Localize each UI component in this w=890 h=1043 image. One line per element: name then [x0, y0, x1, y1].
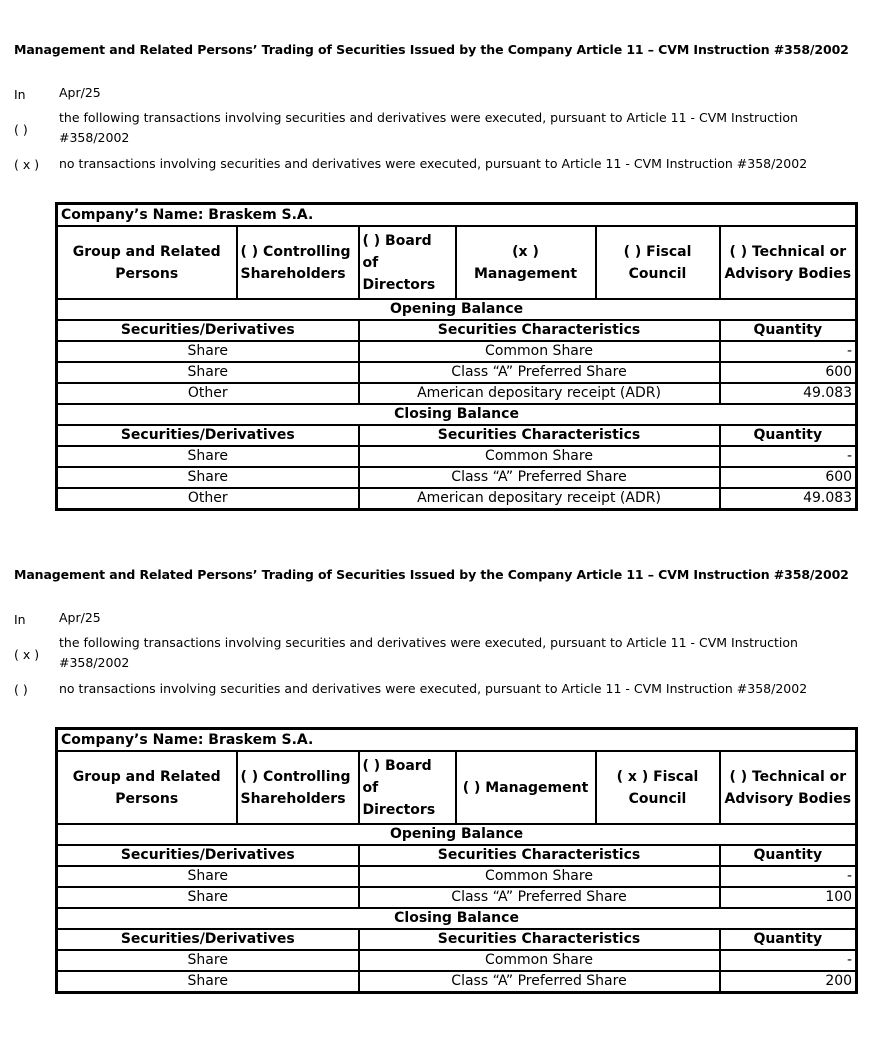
security-cell: Other: [57, 488, 359, 510]
option-executed-checkbox: ( ): [14, 122, 28, 137]
period: Apr/25: [59, 610, 101, 625]
quantity-cell: 600: [720, 362, 857, 383]
holdings-table: [55, 727, 858, 994]
table-row: [57, 341, 857, 362]
controlling-shareholders-header: ( ) Controlling Shareholders: [237, 226, 359, 299]
col-characteristics-header: Securities Characteristics: [359, 845, 720, 866]
in-label: In: [14, 87, 26, 102]
management-header: (x ) Management: [456, 226, 596, 299]
closing-balance-title: Closing Balance: [57, 404, 857, 425]
controlling-shareholders-header: ( ) Controlling Shareholders: [237, 751, 359, 824]
col-quantity-header: Quantity: [720, 929, 857, 950]
opening-balance-title: Opening Balance: [57, 299, 857, 320]
col-characteristics-header: Securities Characteristics: [359, 929, 720, 950]
characteristic-cell: Class “A” Preferred Share: [359, 467, 720, 488]
quantity-cell: 200: [720, 971, 857, 993]
table-row: [57, 467, 857, 488]
col-characteristics-header: Securities Characteristics: [359, 425, 720, 446]
option-executed-checkbox: ( x ): [14, 647, 40, 662]
col-securities-header: Securities/Derivatives: [57, 425, 359, 446]
table-row: [57, 383, 857, 404]
board-of-directors-header: ( ) Board of Directors: [359, 226, 456, 299]
board-of-directors-header: ( ) Board of Directors: [359, 751, 456, 824]
col-characteristics-header: Securities Characteristics: [359, 320, 720, 341]
report-title: Management and Related Persons’ Trading of Securities Issued by the Company Article 11 – CVM Instruction #358/2002: [14, 567, 849, 582]
opening-balance-title: Opening Balance: [57, 824, 857, 845]
characteristic-cell: Common Share: [359, 950, 720, 971]
security-cell: Share: [57, 446, 359, 467]
option-executed-text: the following transactions involving securities and derivatives were executed, pursuant to Article 11 - CVM Instruction #358/2002: [59, 635, 798, 670]
option-executed-text: the following transactions involving securities and derivatives were executed, pursuant to Article 11 - CVM Instruction #358/2002: [59, 110, 798, 145]
col-securities-header: Securities/Derivatives: [57, 320, 359, 341]
security-cell: Share: [57, 887, 359, 908]
option-none-checkbox: ( ): [14, 682, 28, 697]
table-row: [57, 488, 857, 510]
security-cell: Share: [57, 950, 359, 971]
table-row: [57, 971, 857, 993]
management-header: ( ) Management: [456, 751, 596, 824]
characteristic-cell: Class “A” Preferred Share: [359, 362, 720, 383]
fiscal-council-header: ( x ) Fiscal Council: [596, 751, 720, 824]
in-label: In: [14, 612, 26, 627]
characteristic-cell: Common Share: [359, 341, 720, 362]
security-cell: Share: [57, 341, 359, 362]
characteristic-cell: Class “A” Preferred Share: [359, 971, 720, 993]
quantity-cell: 49.083: [720, 488, 857, 510]
table-row: [57, 362, 857, 383]
report-title: Management and Related Persons’ Trading of Securities Issued by the Company Article 11 – CVM Instruction #358/2002: [14, 42, 849, 57]
col-securities-header: Securities/Derivatives: [57, 929, 359, 950]
fiscal-council-header: ( ) Fiscal Council: [596, 226, 720, 299]
table-row: [57, 866, 857, 887]
security-cell: Share: [57, 467, 359, 488]
quantity-cell: 49.083: [720, 383, 857, 404]
col-quantity-header: Quantity: [720, 845, 857, 866]
quantity-cell: -: [720, 866, 857, 887]
col-securities-header: Securities/Derivatives: [57, 845, 359, 866]
col-quantity-header: Quantity: [720, 320, 857, 341]
characteristic-cell: American depositary receipt (ADR): [359, 383, 720, 404]
table-row: [57, 950, 857, 971]
option-none-text: no transactions involving securities and derivatives were executed, pursuant to Article 11 - CVM Instruction #358/2002: [59, 156, 808, 171]
company-name: Company’s Name: Braskem S.A.: [57, 729, 857, 752]
table-row: [57, 446, 857, 467]
col-quantity-header: Quantity: [720, 425, 857, 446]
table-row: [57, 887, 857, 908]
group-related-persons-header: Group and Related Persons: [57, 226, 237, 299]
security-cell: Other: [57, 383, 359, 404]
quantity-cell: 600: [720, 467, 857, 488]
closing-balance-title: Closing Balance: [57, 908, 857, 929]
quantity-cell: 100: [720, 887, 857, 908]
characteristic-cell: American depositary receipt (ADR): [359, 488, 720, 510]
technical-advisory-header: ( ) Technical or Advisory Bodies: [720, 226, 857, 299]
quantity-cell: -: [720, 341, 857, 362]
characteristic-cell: Common Share: [359, 866, 720, 887]
security-cell: Share: [57, 362, 359, 383]
quantity-cell: -: [720, 950, 857, 971]
technical-advisory-header: ( ) Technical or Advisory Bodies: [720, 751, 857, 824]
option-none-text: no transactions involving securities and derivatives were executed, pursuant to Article 11 - CVM Instruction #358/2002: [59, 681, 808, 696]
security-cell: Share: [57, 971, 359, 993]
period: Apr/25: [59, 85, 101, 100]
group-related-persons-header: Group and Related Persons: [57, 751, 237, 824]
quantity-cell: -: [720, 446, 857, 467]
characteristic-cell: Class “A” Preferred Share: [359, 887, 720, 908]
company-name: Company’s Name: Braskem S.A.: [57, 204, 857, 227]
holdings-table: [55, 202, 858, 511]
security-cell: Share: [57, 866, 359, 887]
option-none-checkbox: ( x ): [14, 157, 40, 172]
characteristic-cell: Common Share: [359, 446, 720, 467]
